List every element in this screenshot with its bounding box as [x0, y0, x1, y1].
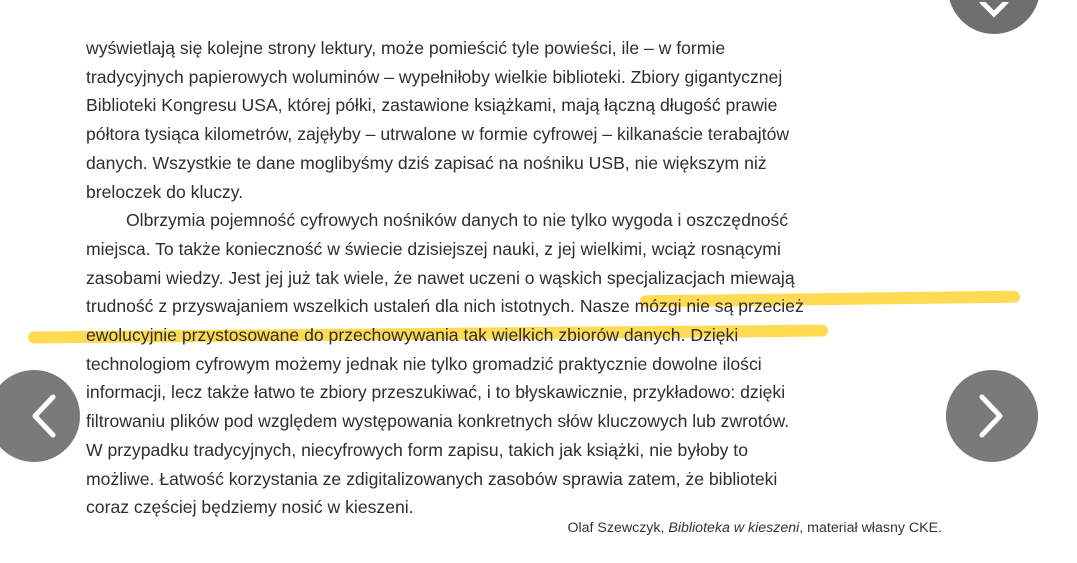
- close-icon: [974, 2, 1014, 32]
- highlighted-text: ewolucyjnie przystosowane do przechowywania tak wielkich zbiorów danych.: [86, 325, 686, 346]
- text-segment: trudność z przyswajaniem wszelkich ustaleń dla nich istotnych: [86, 296, 571, 317]
- source-citation: [470, 520, 942, 536]
- source-title: Biblioteka w kieszeni: [668, 520, 800, 536]
- text-line: półtora tysiąca kilometrów, zajęłyby – utrwalone w formie cyfrowej – kilkanaście terabajtów: [86, 124, 790, 145]
- chevron-right-icon: [972, 391, 1012, 441]
- close-button[interactable]: [948, 0, 1040, 34]
- text-line: Biblioteki Kongresu USA, której półki, zastawione książkami, mają łączną długość prawie: [86, 95, 778, 116]
- text-line: wyświetlają się kolejne strony lektury, może pomieścić tyle powieści, ile – w formie: [86, 38, 726, 58]
- text-segment: Dzięki: [685, 325, 739, 346]
- highlighted-text: . Nasze mózgi nie są przecież: [570, 296, 804, 317]
- text-line: [86, 321, 966, 350]
- source-author: Olaf Szewczyk,: [567, 520, 669, 536]
- text-line: W przypadku tradycyjnych, niecyfrowych form zapisu, takich jak książki, nie byłoby to: [86, 439, 748, 460]
- chevron-left-icon: [23, 391, 63, 441]
- text-line: możliwe. Łatwość korzystania ze zdigitalizowanych zasobów sprawia zatem, że biblioteki: [86, 468, 778, 489]
- text-line: filtrowaniu plików pod względem występowania konkretnych słów kluczowych lub zwrotów.: [86, 411, 790, 432]
- text-line: danych. Wszystkie te dane moglibyśmy dziś zapisać na nośniku USB, nie większym niż: [86, 152, 767, 173]
- source-suffix: , materiał własny CKE.: [799, 520, 942, 536]
- text-line: [86, 292, 966, 321]
- text-line: coraz częściej będziemy nosić w kieszeni.: [86, 497, 414, 518]
- text-line: breloczek do kluczy.: [86, 181, 244, 202]
- text-line: miejsca. To także konieczność w świecie dzisiejszej nauki, z jej wielkimi, wciąż rosnącymi: [86, 238, 781, 259]
- article-text: [86, 34, 966, 522]
- text-line: Olbrzymia pojemność cyfrowych nośników danych to nie tylko wygoda i oszczędność: [126, 210, 789, 231]
- next-button[interactable]: [946, 370, 1038, 462]
- text-line: zasobami wiedzy. Jest jej już tak wiele, że nawet uczeni o wąskich specjalizacjach miewają: [86, 267, 795, 288]
- previous-button[interactable]: [0, 370, 80, 462]
- text-line: technologiom cyfrowym możemy jednak nie tylko gromadzić praktycznie dowolne ilości: [86, 353, 762, 374]
- text-line: tradycyjnych papierowych woluminów – wypełniłoby wielkie biblioteki. Zbiory gigantycznej: [86, 66, 783, 87]
- text-line: informacji, lecz także łatwo te zbiory przeszukiwać, i to błyskawicznie, przykładowo: dzięki: [86, 382, 786, 403]
